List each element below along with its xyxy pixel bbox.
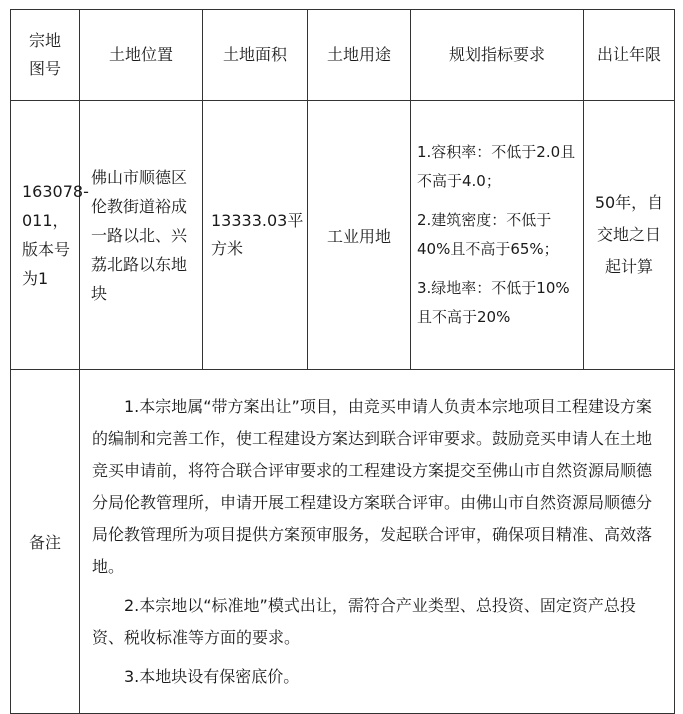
- table-row: [11, 101, 675, 370]
- parcel-location: 佛山市顺德区伦教街道裕成一路以北、兴荔北路以东地块: [80, 101, 203, 370]
- plan-item-building-density: 2.建筑密度：不低于40%且不高于65%；: [417, 211, 559, 258]
- parcel-lease-term: 50年，自交地之日起计算: [584, 101, 675, 370]
- header-land-use: 土地用途: [308, 10, 411, 101]
- notes-body: [80, 370, 675, 714]
- note-item-2: 2.本宗地以“标准地”模式出让，需符合产业类型、总投资、固定资产总投资、税收标准等方面的要求。: [92, 595, 636, 647]
- notes-row: [11, 370, 675, 714]
- parcel-id: 163078-011，版本号为1: [11, 101, 80, 370]
- parcel-area: 13333.03平方米: [203, 101, 308, 370]
- plan-item-floor-area-ratio: 1.容积率：不低于2.0且不高于4.0；: [417, 143, 576, 190]
- note-item-3: 3.本地块设有保密底价。: [124, 666, 300, 686]
- parcel-planning-requirements: [411, 101, 584, 370]
- parcel-land-use: 工业用地: [308, 101, 411, 370]
- header-planning-requirements: 规划指标要求: [411, 10, 584, 101]
- plan-item-green-ratio: 3.绿地率：不低于10%且不高于20%: [417, 279, 570, 326]
- table-header-row: [11, 10, 675, 101]
- land-parcel-table: [10, 9, 675, 714]
- notes-label: 备注: [11, 370, 80, 714]
- note-item-1: 1.本宗地属“带方案出让”项目，由竞买申请人负责本宗地项目工程建设方案的编制和完善工作，使工程建设方案达到联合评审要求。鼓励竞买申请人在土地竞买申请前，将符合联合评审要求的工程建设方案提交至佛山市自然资源局顺德分局伦教管理所，申请开展工程建设方案联合评审。由佛山市自然资源局顺德分局伦教管理所为项目提供方案预审服务，发起联合评审，确保项目精准、高效落地。: [92, 396, 653, 576]
- header-area: 土地面积: [203, 10, 308, 101]
- header-parcel-id: 宗地图号: [11, 10, 80, 101]
- header-location: 土地位置: [80, 10, 203, 101]
- header-lease-term: 出让年限: [584, 10, 675, 101]
